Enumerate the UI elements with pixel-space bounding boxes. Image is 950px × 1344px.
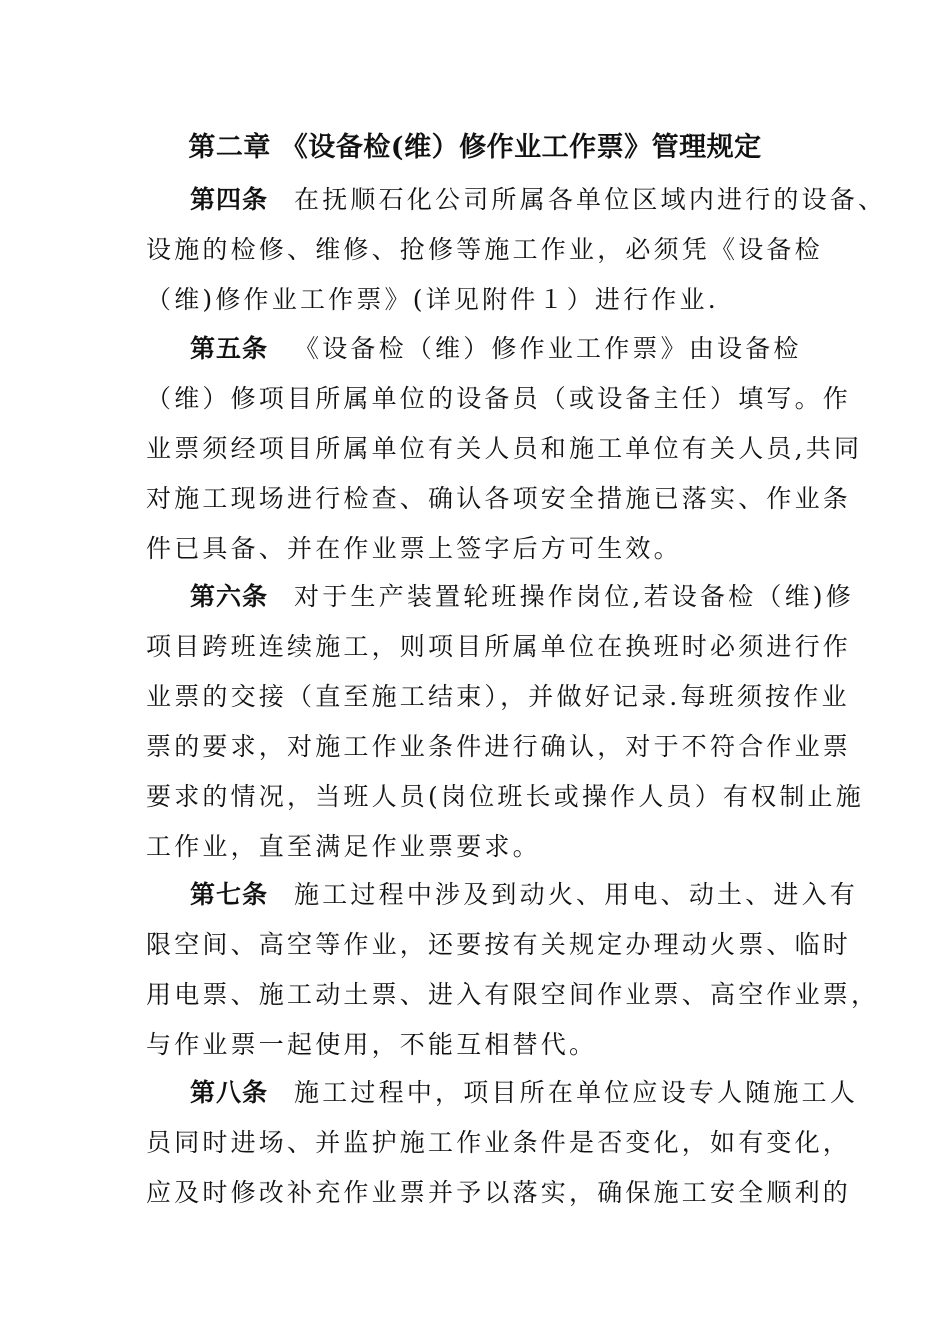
article-8-line-2: 员同时进场、并监护施工作业条件是否变化，如有变化， bbox=[146, 1128, 852, 1157]
article-6-line-3: 业票的交接（直至施工结束），并做好记录.每班须按作业 bbox=[146, 682, 850, 711]
article-6-label: 第六条 bbox=[190, 582, 269, 611]
article-8-label: 第八条 bbox=[190, 1078, 269, 1107]
article-6-line-4: 票的要求，对施工作业条件进行确认，对于不符合作业票 bbox=[146, 732, 852, 761]
article-5-line-2: （维）修项目所属单位的设备员（或设备主任）填写。作 bbox=[146, 384, 852, 413]
article-7-line-1: 第七条 施工过程中涉及到动火、用电、动土、进入有 bbox=[190, 880, 859, 909]
article-5-label: 第五条 bbox=[190, 334, 269, 363]
article-8-line-3: 应及时修改补充作业票并予以落实，确保施工安全顺利的 bbox=[146, 1178, 852, 1207]
article-6-line-5: 要求的情况，当班人员(岗位班长或操作人员）有权制止施 bbox=[146, 782, 864, 811]
article-7-label: 第七条 bbox=[190, 880, 269, 909]
article-7-line-4: 与作业票一起使用，不能互相替代。 bbox=[146, 1030, 598, 1059]
article-7-line-2: 限空间、高空等作业，还要按有关规定办理动火票、临时 bbox=[146, 930, 852, 959]
article-4-line-2: 设施的检修、维修、抢修等施工作业，必须凭《设备检 bbox=[146, 235, 823, 264]
article-4-line-1: 第四条 在抚顺石化公司所属各单位区域内进行的设备、 bbox=[190, 185, 887, 214]
article-6-line-1: 第六条 对于生产装置轮班操作岗位,若设备检（维)修 bbox=[190, 582, 854, 611]
article-7-line-3: 用电票、施工动土票、进入有限空间作业票、高空作业票， bbox=[146, 980, 880, 1009]
article-4-label: 第四条 bbox=[190, 185, 269, 214]
article-8-line-1: 第八条 施工过程中，项目所在单位应设专人随施工人 bbox=[190, 1078, 859, 1107]
article-5-line-1: 第五条 《设备检（维）修作业工作票》由设备检 bbox=[190, 334, 802, 363]
article-5-line-3: 业票须经项目所属单位有关人员和施工单位有关人员,共同 bbox=[146, 434, 863, 463]
article-4-line-3: （维)修作业工作票》(详见附件１）进行作业. bbox=[146, 285, 719, 314]
chapter-title: 第二章 《设备检(维）修作业工作票》管理规定 bbox=[188, 132, 762, 163]
article-6-line-2: 项目跨班连续施工，则项目所属单位在换班时必须进行作 bbox=[146, 632, 852, 661]
article-6-line-6: 工作业，直至满足作业票要求。 bbox=[146, 832, 541, 861]
article-5-line-5: 件已具备、并在作业票上签字后方可生效。 bbox=[146, 534, 682, 563]
article-5-line-4: 对施工现场进行检查、确认各项安全措施已落实、作业条 bbox=[146, 484, 852, 513]
